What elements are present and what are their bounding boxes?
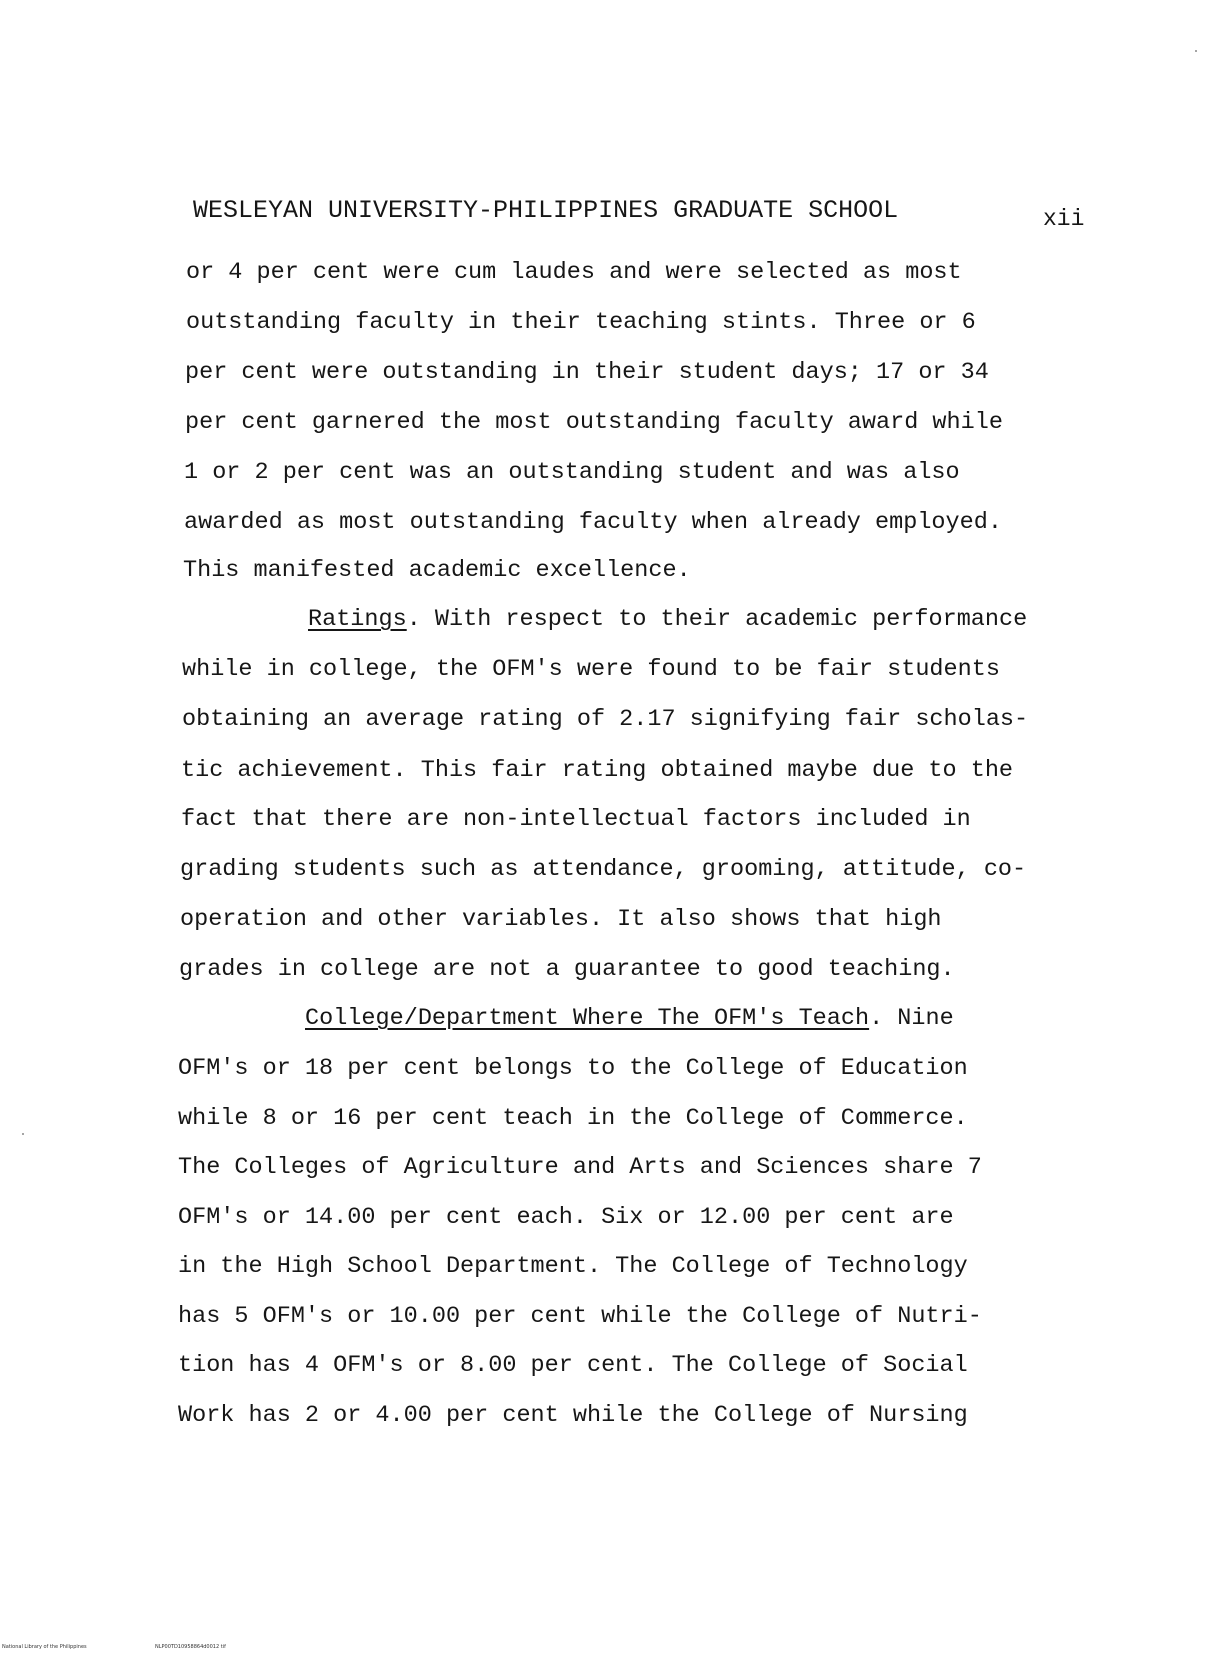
text-line: or 4 per cent were cum laudes and were selected as most [186,259,962,286]
footer-file-id: NLP00TD10958864d0012 tif [155,1644,226,1650]
text-line: The Colleges of Agriculture and Arts and Sciences share 7 [178,1154,982,1181]
text-span: . With respect to their academic performance [406,606,1028,633]
text-line: 1 or 2 per cent was an outstanding student and was also [184,459,960,486]
text-line: operation and other variables. It also shows that high [180,906,942,933]
text-span: . Nine [869,1005,954,1032]
text-line: while in college, the OFM's were found to be fair students [182,656,1000,683]
text-line: per cent were outstanding in their student days; 17 or 34 [185,359,989,386]
page-number: xii [1043,206,1085,232]
section-heading-college-department: College/Department Where The OFM's Teach [305,1005,870,1032]
text-line: in the High School Department. The College of Technology [178,1253,968,1280]
scan-speck [22,1133,24,1135]
text-line: This manifested academic excellence. [183,557,691,584]
footer-library: National Library of the Philippines [2,1644,87,1650]
header-title: WESLEYAN UNIVERSITY-PHILIPPINES GRADUATE SCHOOL [193,196,899,225]
scan-speck [1195,50,1197,52]
text-line: while 8 or 16 per cent teach in the College of Commerce. [178,1105,968,1132]
text-line: OFM's or 18 per cent belongs to the College of Education [178,1055,968,1082]
text-line: OFM's or 14.00 per cent each. Six or 12.00 per cent are [178,1204,954,1231]
paragraph-first-line [305,1004,954,1034]
section-heading-ratings: Ratings [308,606,407,633]
paragraph-first-line [308,605,1027,635]
text-line: outstanding faculty in their teaching stints. Three or 6 [186,309,976,336]
text-line: grading students such as attendance, grooming, attitude, co- [180,856,1027,883]
text-line: per cent garnered the most outstanding faculty award while [185,409,1003,436]
text-line: Work has 2 or 4.00 per cent while the College of Nursing [178,1402,968,1429]
text-line: awarded as most outstanding faculty when already employed. [184,509,1002,536]
text-line: fact that there are non-intellectual factors included in [181,806,971,833]
text-line: has 5 OFM's or 10.00 per cent while the College of Nutri- [178,1303,982,1330]
text-line: tic achievement. This fair rating obtained maybe due to the [181,757,1014,784]
text-line: tion has 4 OFM's or 8.00 per cent. The College of Social [178,1352,968,1379]
text-line: obtaining an average rating of 2.17 signifying fair scholas- [182,706,1029,733]
text-line: grades in college are not a guarantee to good teaching. [179,956,955,983]
